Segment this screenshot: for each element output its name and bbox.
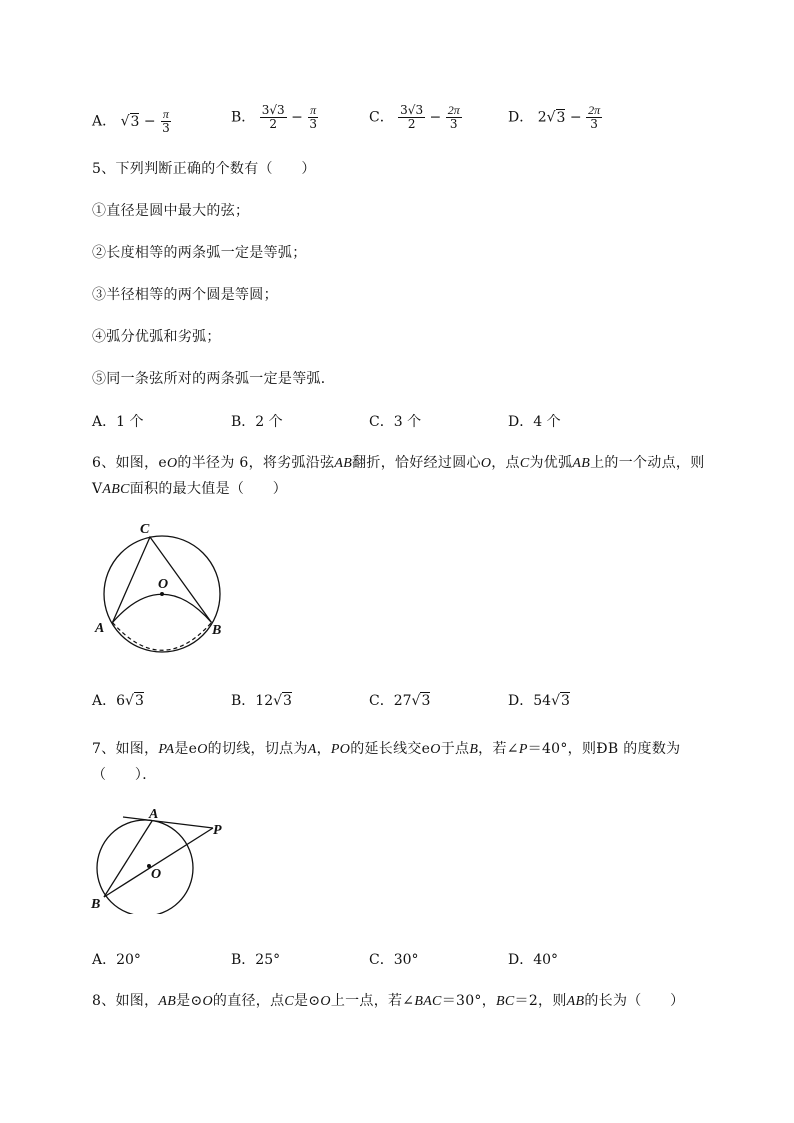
math: BC <box>496 994 515 1009</box>
math: O <box>202 994 213 1009</box>
math: AB <box>572 456 591 471</box>
q7-stem-line1 <box>92 738 680 758</box>
math: AB <box>566 994 585 1009</box>
math: BAC <box>414 994 442 1009</box>
text: 6、如图，e <box>92 455 167 471</box>
text: 的长为（ ） <box>584 993 685 1009</box>
label-b: B <box>91 897 101 912</box>
q5-option-b: B．2 个 <box>231 414 283 430</box>
q7-option-b: B．25° <box>231 952 281 968</box>
coefficient: 27 <box>393 693 412 709</box>
option-label: A． <box>92 693 117 709</box>
q5-statement-1: ①直径是圆中最大的弦； <box>92 203 250 219</box>
label-o: O <box>151 867 162 882</box>
text: 翻折，恰好经过圆心 <box>352 455 481 471</box>
text: V <box>92 481 103 497</box>
q7-option-d: D．40° <box>508 952 559 968</box>
radicand: 3 <box>556 109 566 126</box>
minus: − <box>143 113 156 130</box>
q7-option-a: A．20° <box>92 952 141 968</box>
math: O <box>320 994 331 1009</box>
q6-option-c <box>369 690 430 710</box>
text: 是e <box>174 741 198 757</box>
text: 的半径为 6，将劣弧沿弦 <box>177 455 335 471</box>
label-b: B <box>212 623 222 638</box>
radical: √ <box>125 693 134 709</box>
text: ，点 <box>491 455 520 471</box>
q7-option-c: C．30° <box>369 952 419 968</box>
math: AB <box>158 994 177 1009</box>
numerator: 3√3 <box>261 103 285 117</box>
text: ，若∠ <box>478 741 519 757</box>
q5-statement-4: ④弧分优弧和劣弧； <box>92 329 221 345</box>
label-p: P <box>213 823 222 838</box>
math: O <box>430 742 441 757</box>
text: 的延长线交e <box>350 741 431 757</box>
text: 为优弧 <box>529 455 573 471</box>
text: 上的一个动点，则 <box>590 455 705 471</box>
option-label: C． <box>369 693 394 709</box>
q7-stem-line2: （ ）． <box>92 767 157 783</box>
radicand: 3 <box>134 693 144 709</box>
math: C <box>284 994 295 1009</box>
denominator: 3 <box>449 117 458 131</box>
math: PA <box>158 742 175 757</box>
label-a: A <box>149 807 159 822</box>
text: ＝30°， <box>441 993 497 1009</box>
option-label: D． <box>508 693 534 709</box>
q5-option-d: D．4 个 <box>508 414 561 430</box>
numerator: 3√3 <box>400 103 424 117</box>
numerator: 2π <box>447 103 460 117</box>
text: 8、如图， <box>92 993 159 1009</box>
q6-option-a <box>92 690 144 710</box>
fraction <box>446 104 462 131</box>
math: O <box>197 742 208 757</box>
radicand: 3 <box>130 113 140 130</box>
math: B <box>469 742 479 757</box>
math: C <box>519 456 530 471</box>
q6-stem-line2 <box>92 478 287 498</box>
q4-option-b <box>231 104 319 131</box>
q4-option-a <box>92 108 172 135</box>
q6-option-b <box>231 690 292 710</box>
text: 是⊙ <box>176 993 203 1009</box>
text: 上一点，若∠ <box>330 993 415 1009</box>
fraction <box>586 104 602 131</box>
math: ABC <box>102 482 130 497</box>
math: O <box>480 456 492 471</box>
text: 是⊙ <box>294 993 321 1009</box>
option-label: B． <box>231 109 256 126</box>
radical: √ <box>411 693 421 709</box>
option-label: D． <box>508 109 534 126</box>
denominator: 3 <box>162 121 170 135</box>
label-a: A <box>95 621 105 636</box>
numerator: 2π <box>588 103 601 117</box>
fraction <box>307 104 319 131</box>
q5-option-a: A．1 个 <box>92 414 144 430</box>
text: 于点 <box>440 741 470 757</box>
math: P <box>518 742 528 757</box>
fraction <box>160 108 172 135</box>
text: 7、如图， <box>92 741 159 757</box>
denominator: 3 <box>309 117 317 131</box>
q4-option-c <box>369 104 462 131</box>
radicand: 3 <box>421 693 431 709</box>
q5-option-c: C．3 个 <box>369 414 422 430</box>
numerator: π <box>310 103 317 117</box>
q6-stem-line1 <box>92 452 705 472</box>
minus: − <box>569 109 582 126</box>
label-c: C <box>140 522 150 537</box>
denominator: 2 <box>407 117 416 131</box>
numerator: π <box>162 107 169 121</box>
denominator: 2 <box>269 117 278 131</box>
q5-statement-5: ⑤同一条弦所对的两条弧一定是等弧． <box>92 371 336 387</box>
fraction <box>260 104 287 131</box>
option-label: B． <box>231 693 256 709</box>
minus: − <box>429 109 442 126</box>
option-label: A． <box>92 113 117 130</box>
q5-stem: 5、下列判断正确的个数有（ ） <box>92 161 316 177</box>
q7-figure <box>88 804 238 914</box>
denominator: 3 <box>590 117 598 131</box>
q5-statement-2: ②长度相等的两条弧一定是等弧； <box>92 245 307 261</box>
math: O <box>167 456 178 471</box>
text: ＝2，则 <box>514 993 567 1009</box>
radicand: 3 <box>560 693 570 709</box>
text: ， <box>316 741 331 757</box>
math: AB <box>334 456 353 471</box>
radicand: 3 <box>283 693 292 709</box>
text: 面积的最大值是（ ） <box>129 481 288 497</box>
text: 的切线，切点为 <box>207 741 308 757</box>
radical: √ <box>551 693 560 709</box>
q5-statement-3: ③半径相等的两个圆是等圆； <box>92 287 278 303</box>
text: 的直径，点 <box>212 993 285 1009</box>
radical: √ <box>120 113 130 130</box>
text: ＝40°，则ÐB 的度数为 <box>527 741 681 757</box>
coefficient: 54 <box>533 693 552 709</box>
coefficient: 12 <box>255 693 274 709</box>
radical: 2√ <box>537 109 556 126</box>
coefficient: 6 <box>116 693 126 709</box>
radical: √ <box>273 693 283 709</box>
q4-option-d <box>508 104 602 131</box>
label-o: O <box>158 577 169 592</box>
math: A <box>307 742 317 757</box>
option-label: C． <box>369 109 394 126</box>
math: PO <box>330 742 351 757</box>
q8-stem <box>92 990 684 1010</box>
minus: − <box>291 109 303 126</box>
q6-figure <box>92 518 232 658</box>
fraction <box>398 104 425 131</box>
q6-option-d <box>508 690 570 710</box>
